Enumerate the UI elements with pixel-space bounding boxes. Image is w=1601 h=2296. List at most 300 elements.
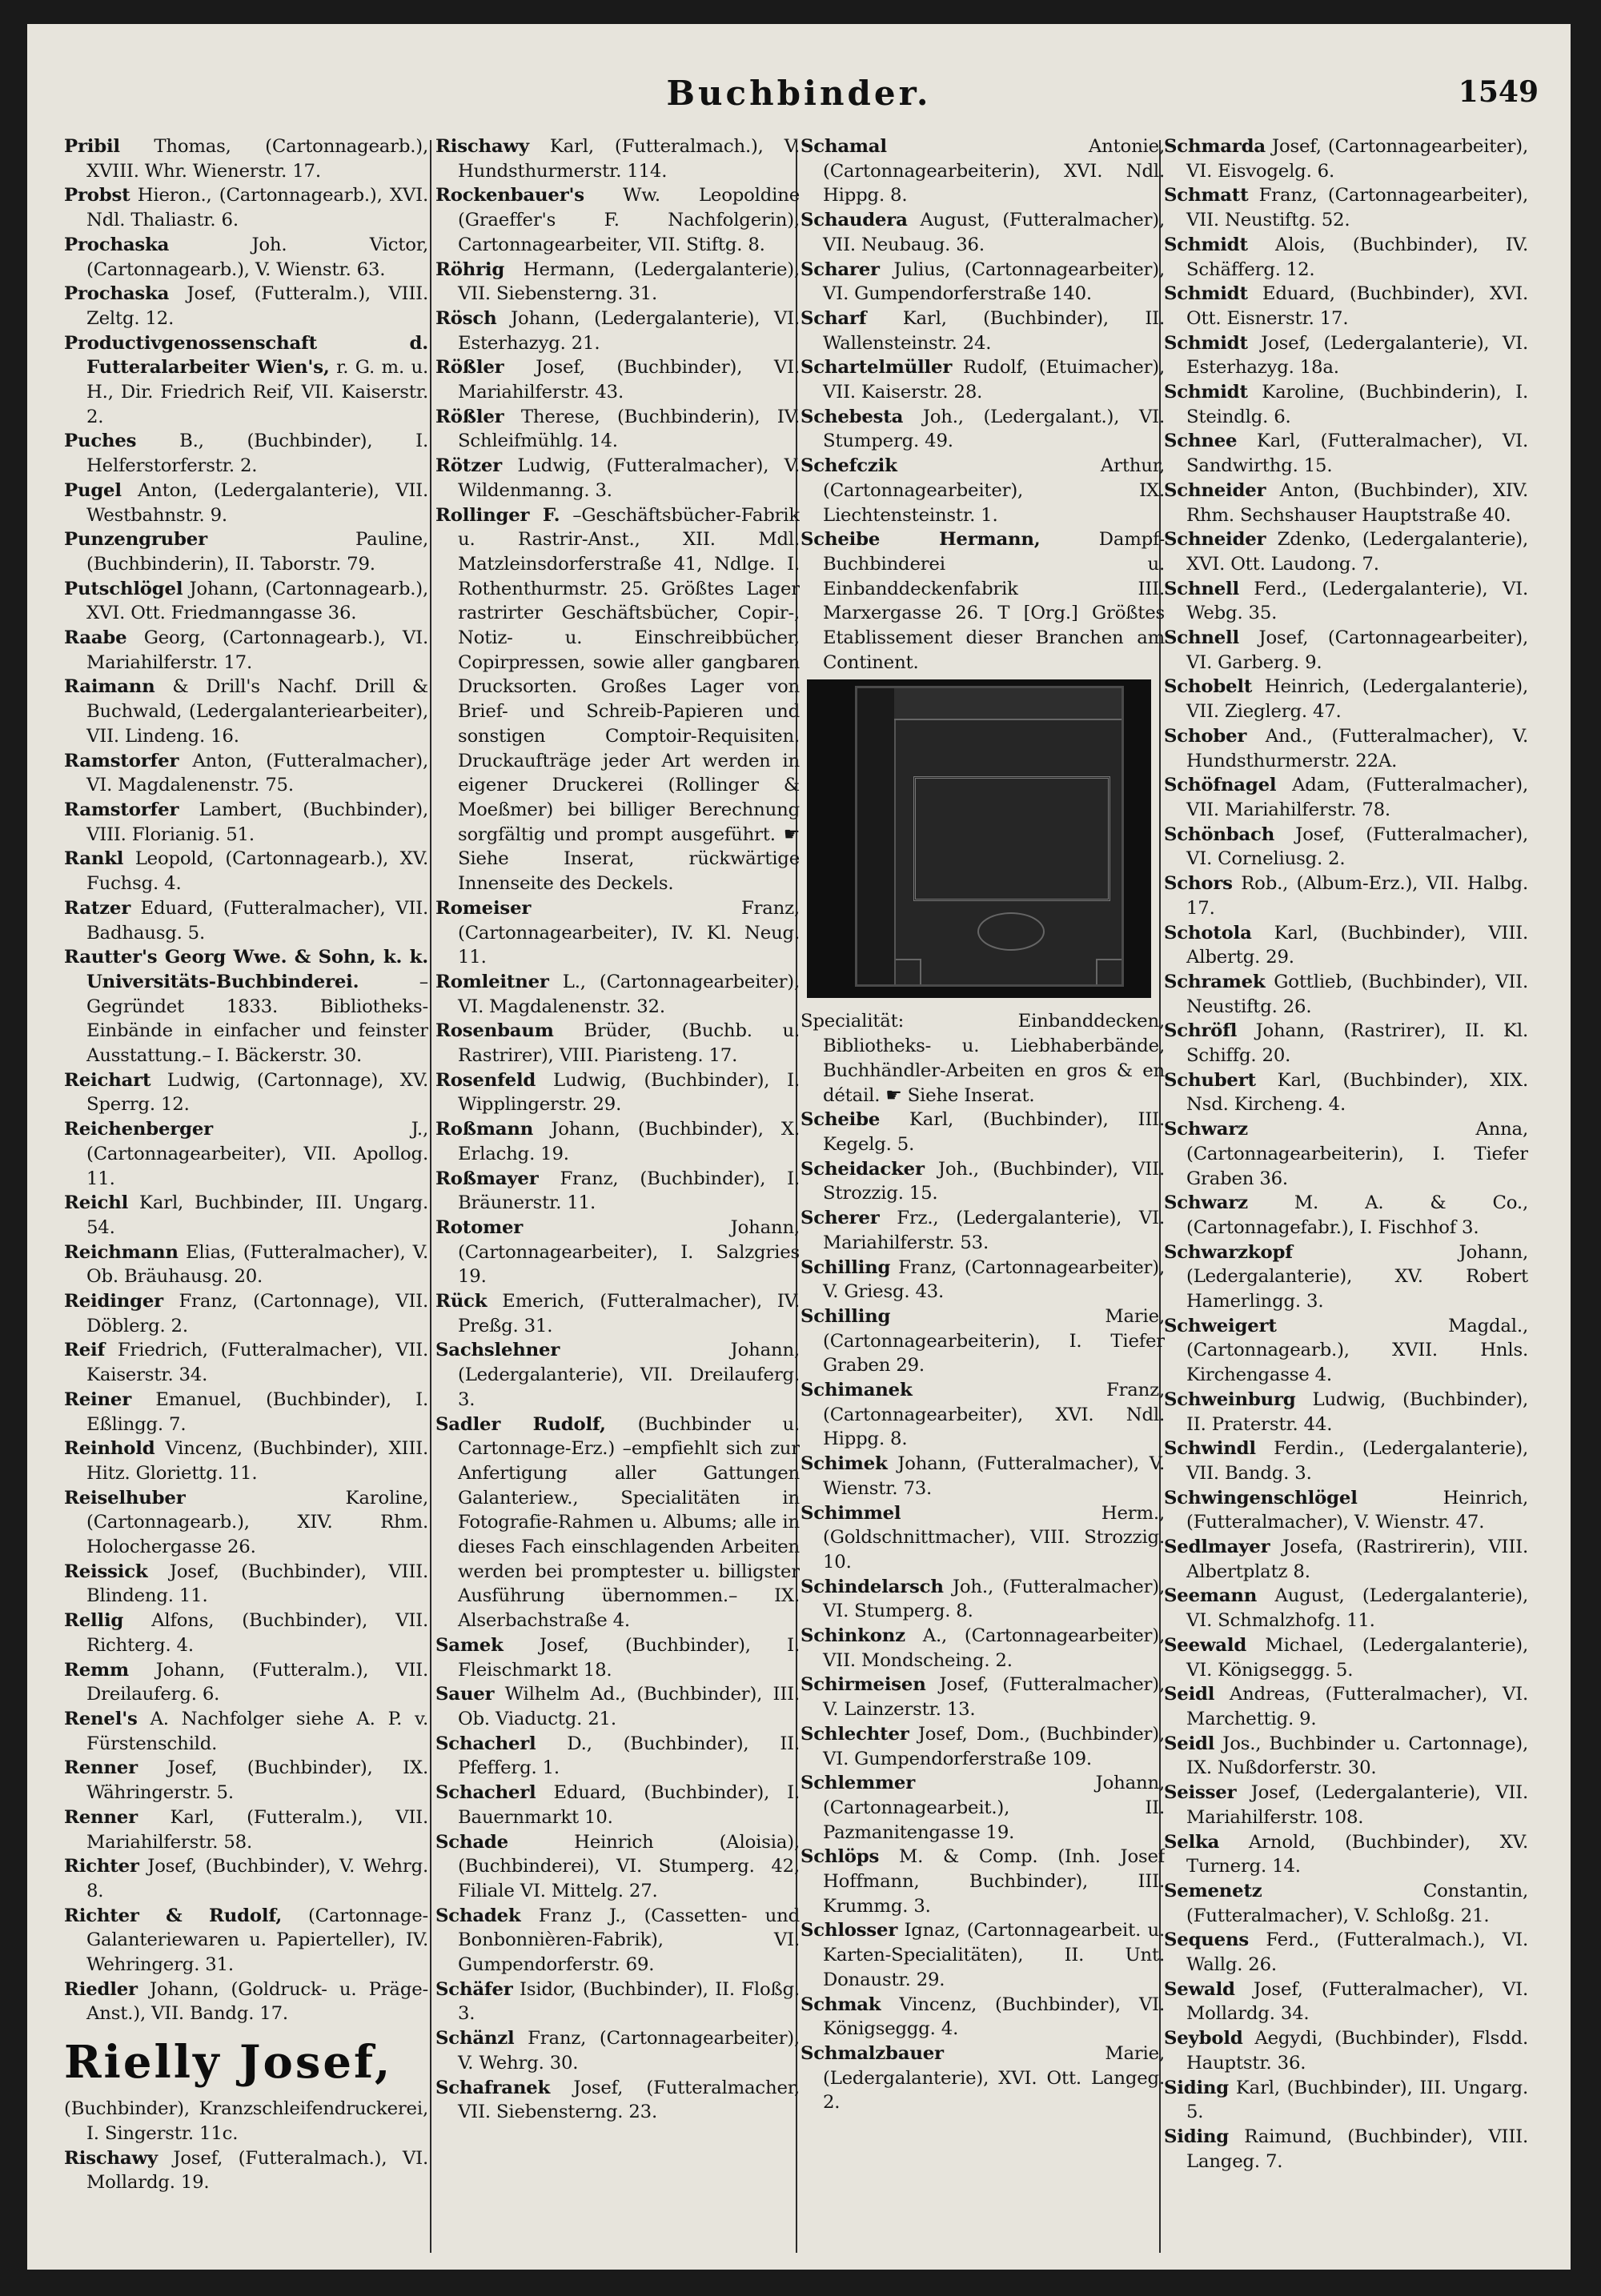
entry-details: Specialität: Einbanddecken, Bibliotheks- u. Liebhaberbände, Buchhändler-Arbeiten en gros & en détail. ☛ Siehe Inserat.	[800, 1011, 1165, 1106]
directory-entry	[435, 896, 800, 970]
entry-details: Ww. Leopoldine (Graeffer's F. Nachfolgerin), Cartonnagearbeiter, VII. Stiftg. 8.	[458, 185, 800, 255]
entry-name: Rotomer	[435, 1216, 524, 1238]
entry-name: Rollinger F.	[435, 504, 560, 526]
entry-details: (Buchbinder u. Cartonnage-Erz.) –empfiehlt sich zur Anfertigung aller Gattungen Galanteriew., Specialitäten in Fotografie-Rahmen u. Albums; alle in dieses Fach einschlagenden Arbeiten werden bei promptester u. billigster Ausführung übernommen.– IX. Alserbachstraße 4.	[458, 1413, 800, 1632]
entry-name: Schilling	[800, 1305, 891, 1327]
directory-entry	[800, 355, 1165, 404]
entry-details: Franz, (Buchbinder), I. Bräunerstr. 11.	[458, 1168, 800, 1214]
entry-details: (Cartonnage-Galanteriewaren u. Papierteller), IV. Wehringerg. 31.	[86, 1905, 428, 1976]
directory-entry	[1164, 1928, 1528, 1977]
directory-entry	[1164, 380, 1528, 429]
entry-details: Franz, (Cartonnage), VII. Döblerg. 2.	[86, 1291, 428, 1336]
entry-details: Franz, (Cartonnagearbeiter), V. Wehrg. 30.	[458, 2028, 800, 2074]
entry-name: Schors	[1164, 873, 1233, 895]
entry-details: Antonie, (Cartonnagearbeiterin), XVI. Ndl. Hippg. 8.	[823, 136, 1165, 206]
entry-details: Johann, (Buchbinder), X. Erlachg. 19.	[458, 1119, 800, 1164]
entry-details: Hermann, (Ledergalanterie), VII. Siebensterng. 31.	[458, 258, 800, 305]
entry-details: r. G. m. u. H., Dir. Friedrich Reif, VII. Kaiserstr. 2.	[86, 357, 428, 427]
entry-name: Prochaska	[64, 283, 170, 305]
directory-entry	[800, 1624, 1165, 1673]
directory-entry	[64, 896, 428, 945]
directory-entry	[64, 1338, 428, 1387]
entry-name: Pugel	[64, 479, 122, 501]
directory-entry	[800, 1918, 1165, 1992]
entry-details: Johann, (Ledergalanterie), VII. Dreilauferg. 3.	[458, 1340, 800, 1410]
entry-name: Renel's	[64, 1709, 138, 1729]
entry-details: Ferd., (Ledergalanterie), VI. Webg. 35.	[1186, 578, 1528, 624]
entry-details: Therese, (Buchbinderin), IV. Schleifmühlg. 14.	[458, 406, 800, 452]
directory-entry	[64, 577, 428, 626]
directory-entry	[435, 1830, 800, 1904]
entry-details: Karl, (Futteralmacher), VI. Sandwirthg. 15.	[1186, 431, 1528, 477]
directory-entry	[435, 1019, 800, 1068]
directory-entry	[64, 1904, 428, 1977]
entry-details: Vincenz, (Buchbinder), XIII. Hitz. Gloriettg. 11.	[86, 1438, 428, 1484]
entry-name: Schlemmer	[800, 1773, 916, 1794]
directory-entry	[1164, 1682, 1528, 1731]
entry-details: Josef, (Futteralmach.), VI. Mollardg. 19.	[86, 2147, 428, 2194]
entry-name: Probst	[64, 185, 130, 206]
entry-name: Siding	[1164, 2077, 1230, 2098]
entry-name: Seybold	[1164, 2028, 1243, 2050]
entry-details: Emanuel, (Buchbinder), I. Eßlingg. 7.	[86, 1388, 428, 1435]
directory-entry	[1164, 1977, 1528, 2026]
entry-name: Schänzl	[435, 2028, 515, 2050]
directory-entry	[64, 134, 428, 183]
directory-entry	[800, 307, 1165, 355]
entry-details: Marie, (Ledergalanterie), XVI. Ott. Langeg. 2.	[823, 2043, 1165, 2114]
directory-entry	[1164, 1191, 1528, 1240]
entry-name: Samek	[435, 1634, 504, 1656]
directory-entry	[1164, 1633, 1528, 1682]
entry-details: –Gegründet 1833. Bibliotheks-Einbände in einfacher und feinster Ausstattung.– I. Bäckerstr. 30.	[86, 971, 428, 1067]
page-header	[27, 74, 1571, 130]
entry-details: Elias, (Futteralmacher), V. Ob. Bräuhausg. 20.	[86, 1241, 428, 1288]
directory-entry	[1164, 1584, 1528, 1633]
entry-details: Michael, (Ledergalanterie), VI. Königseggg. 5.	[1186, 1634, 1528, 1681]
entry-name: Schirmeisen	[800, 1674, 926, 1696]
entry-details: Josef, (Futteralmacher), VI. Corneliusg. 2.	[1186, 823, 1528, 870]
entry-name: Prochaska	[64, 234, 170, 255]
entry-name: Reichart	[64, 1069, 151, 1091]
entry-name: Schweinburg	[1164, 1388, 1296, 1410]
entry-name: Roßmann	[435, 1119, 534, 1140]
entry-details: Arnold, (Buchbinder), XV. Turnerg. 14.	[1186, 1831, 1528, 1877]
entry-details: Joh., (Buchbinder), VII. Strozzig. 15.	[823, 1158, 1165, 1204]
directory-entry	[1164, 331, 1528, 380]
directory-entry	[800, 1009, 1165, 1108]
directory-entry	[64, 2146, 428, 2195]
entry-details: Dampf-Buchbinderei u. Einbanddeckenfabrik III. Marxergasse 26. T [Org.] Größtes Etablissement dieser Branchen am Continent.	[823, 529, 1165, 673]
directory-entry	[1164, 2076, 1528, 2125]
entry-details: Magdal., (Cartonnagearb.), XVII. Hnls. Kirchengasse 4.	[1186, 1315, 1528, 1386]
entry-name: Schwarz	[1164, 1119, 1248, 1140]
entry-details: Herm., (Goldschnittmacher), VIII. Strozzig. 10.	[823, 1502, 1165, 1573]
entry-name: Schmatt	[1164, 185, 1249, 206]
entry-name: Punzengruber	[64, 529, 207, 551]
entry-details: Anna, (Cartonnagearbeiterin), I. Tiefer Graben 36.	[1186, 1119, 1528, 1189]
directory-entry	[64, 1560, 428, 1609]
entry-details: Franz, (Cartonnagearbeiter), VII. Neustiftg. 52.	[1186, 185, 1528, 231]
entry-details: Franz, (Cartonnagearbeiter), IV. Kl. Neug. 11.	[458, 897, 800, 968]
entry-details: Vincenz, (Buchbinder), VI. Königseggg. 4.	[823, 1993, 1165, 2040]
entry-name: Seewald	[1164, 1634, 1247, 1656]
directory-entry	[1164, 1486, 1528, 1535]
entry-name: Schnell	[1164, 578, 1239, 599]
entry-details: Anton, (Buchbinder), XIV. Rhm. Sechshauser Hauptstraße 40.	[1186, 479, 1528, 526]
entry-details: Ludwig, (Cartonnage), XV. Sperrg. 12.	[86, 1069, 428, 1116]
entry-details: Heinrich (Aloisia), (Buchbinderei), VI. Stumperg. 42, Filiale VI. Mittelg. 27.	[458, 1831, 800, 1901]
entry-details: Ludwig, (Buchbinder), II. Praterstr. 44.	[1186, 1388, 1528, 1435]
directory-entry	[1164, 2026, 1528, 2075]
entry-details: Karl, (Buchbinder), II. Wallensteinstr. 24.	[823, 307, 1165, 354]
entry-name: Schartelmüller	[800, 357, 953, 379]
entry-name: Sauer	[435, 1684, 495, 1705]
directory-entry	[800, 1993, 1165, 2042]
directory-entry	[1164, 773, 1528, 822]
entry-details: Eduard, (Futteralmacher), VII. Badhausg. 5.	[86, 897, 428, 944]
book-top-edge	[894, 688, 1122, 720]
entry-name: Sedlmayer	[1164, 1537, 1270, 1558]
entry-name: Reiner	[64, 1388, 131, 1410]
entry-name: Schlechter	[800, 1723, 909, 1745]
entry-name: Reif	[64, 1340, 106, 1361]
directory-entry	[435, 1633, 800, 1682]
entry-name: Renner	[64, 1757, 138, 1779]
entry-name: Schmidt	[1164, 234, 1248, 255]
entry-name: Scharf	[800, 307, 867, 329]
entry-details: Ludwig, (Buchbinder), I. Wipplingerstr. 29.	[458, 1069, 800, 1116]
entry-details: (Buchbinder), Kranzschleifendruckerei, I. Singerstr. 11c.	[64, 2098, 428, 2144]
entry-details: Joh. Victor, (Cartonnagearb.), V. Wienstr. 63.	[86, 234, 428, 280]
entry-details: Rob., (Album-Erz.), VII. Halbg. 17.	[1186, 873, 1528, 919]
entry-name: Scharer	[800, 258, 880, 280]
entry-details: Johann, (Cartonnagearbeiter), I. Salzgries 19.	[458, 1216, 800, 1288]
entry-details: Eduard, (Buchbinder), XVI. Ott. Eisnerstr. 17.	[1186, 283, 1528, 329]
directory-entry	[64, 798, 428, 847]
entry-details: Emerich, (Futteralmacher), IV. Preßg. 31.	[458, 1291, 800, 1336]
entry-details: Anton, (Futteralmacher), VI. Magdalenenstr. 75.	[86, 750, 428, 796]
directory-entry	[435, 1289, 800, 1338]
directory-entry	[1164, 2125, 1528, 2174]
entry-details: Johann, (Ledergalanterie), XV. Robert Hamerlingg. 3.	[1186, 1241, 1528, 1312]
entry-details: Julius, (Cartonnagearbeiter), VI. Gumpendorferstraße 140.	[823, 258, 1165, 305]
entry-details: Constantin, (Futteralmacher), V. Schloßg. 21.	[1186, 1880, 1528, 1926]
entry-details: & Drill's Nachf. Drill & Buchwald, (Ledergalanteriearbeiter), VII. Lindeng. 16.	[86, 676, 428, 747]
entry-details: Frz., (Ledergalanterie), VI. Mariahilferstr. 53.	[823, 1208, 1165, 1253]
entry-name: Rautter's Georg Wwe. & Sohn, k. k. Universitäts-Buchbinderei.	[64, 947, 428, 992]
entry-name: Puches	[64, 431, 137, 452]
entry-details: Josef, (Futteralmacher), V. Lainzerstr. 13.	[823, 1674, 1165, 1721]
entry-name: Romeiser	[435, 897, 532, 919]
book-corner-ornament	[1096, 959, 1122, 984]
entry-name: Schweigert	[1164, 1315, 1277, 1336]
entry-details: Georg, (Cartonnagearb.), VI. Mariahilferstr. 17.	[86, 627, 428, 673]
directory-entry	[800, 208, 1165, 257]
directory-entry	[800, 1771, 1165, 1845]
entry-details: D., (Buchbinder), II. Pfefferg. 1.	[458, 1733, 800, 1779]
entry-details: Alois, (Buchbinder), IV. Schäfferg. 12.	[1186, 234, 1528, 280]
directory-entry	[435, 503, 800, 896]
entry-name: Renner	[64, 1806, 138, 1828]
entry-details: Johann, (Futteralm.), VII. Dreilauferg. 6.	[86, 1659, 428, 1705]
directory-entry	[64, 1609, 428, 1657]
entry-details: Josef, (Ledergalanterie), VI. Esterhazyg. 18a.	[1186, 332, 1528, 379]
directory-entry	[64, 479, 428, 527]
entry-name: Schmidt	[1164, 332, 1248, 354]
entry-name: Schimek	[800, 1453, 888, 1475]
directory-entry	[435, 2026, 800, 2075]
directory-entry	[1164, 1879, 1528, 1928]
directory-entry	[64, 429, 428, 478]
directory-entry	[435, 1338, 800, 1412]
directory-entry	[64, 1191, 428, 1240]
entry-details: J., (Cartonnagearbeiter), VII. Apollog. 11.	[86, 1119, 428, 1189]
entry-name: Schindelarsch	[800, 1576, 944, 1597]
entry-name: Richter	[64, 1856, 139, 1877]
entry-name: Schwarzkopf	[1164, 1241, 1293, 1263]
entry-details: Lambert, (Buchbinder), VIII. Florianig. 51.	[86, 799, 428, 845]
entry-name: Rankl	[64, 848, 124, 870]
entry-details: Ferdin., (Ledergalanterie), VII. Bandg. 3.	[1186, 1438, 1528, 1484]
entry-name: Schubert	[1164, 1069, 1256, 1091]
directory-entry	[1164, 1068, 1528, 1117]
entry-name: Siding	[1164, 2126, 1230, 2147]
directory-entry	[435, 183, 800, 257]
directory-entry	[800, 134, 1165, 208]
entry-details: Joh., (Futteralmacher), VI. Stumperg. 8.	[823, 1576, 1165, 1622]
book-cover-label	[913, 776, 1110, 901]
directory-entry	[800, 1108, 1165, 1156]
directory-entry	[1164, 675, 1528, 723]
directory-entry	[1164, 1388, 1528, 1437]
directory-entry	[435, 1412, 800, 1633]
entry-name: Schlöps	[800, 1846, 880, 1868]
entry-details: Johann, (Cartonnagearb.), XVI. Ott. Friedmanngasse 36.	[86, 578, 428, 624]
directory-entry	[64, 1805, 428, 1854]
directory-entry	[435, 405, 800, 454]
entry-name: Rösch	[435, 307, 497, 329]
entry-details: L., (Cartonnagearbeiter), VI. Magdalenenstr. 32.	[458, 971, 800, 1017]
directory-entry	[64, 847, 428, 896]
directory-entry	[800, 1673, 1165, 1721]
book-advertisement-image	[807, 679, 1151, 998]
entry-name: Schinkonz	[800, 1625, 905, 1647]
directory-entry	[64, 1854, 428, 1903]
entry-name: Schnee	[1164, 431, 1238, 452]
entry-name: Romleitner	[435, 971, 549, 992]
directory-entry	[800, 1501, 1165, 1575]
directory-entry	[64, 2097, 428, 2146]
directory-entry	[1164, 1314, 1528, 1388]
directory-entry	[1164, 1117, 1528, 1191]
directory-entry	[1164, 626, 1528, 675]
directory-entry	[800, 1256, 1165, 1304]
directory-entry	[800, 1722, 1165, 1771]
entry-name: Riedler	[64, 1978, 138, 2000]
entry-details: Ludwig, (Futteralmacher), V. Wildenmanng. 3.	[458, 455, 800, 501]
entry-details: Raimund, (Buchbinder), VIII. Langeg. 7.	[1186, 2126, 1528, 2172]
entry-details: And., (Futteralmacher), V. Hundsthurmerstr. 22A.	[1186, 725, 1528, 771]
entry-details: Karl, (Futteralmach.), V. Hundsthurmerstr. 114.	[458, 136, 800, 182]
entry-name: Sequens	[1164, 1929, 1249, 1951]
directory-entry	[64, 1289, 428, 1338]
entry-name: Schramek	[1164, 971, 1266, 992]
entry-name: Seidl	[1164, 1684, 1215, 1705]
entry-name: Schneider	[1164, 479, 1266, 501]
entry-name: Rosenbaum	[435, 1020, 554, 1042]
entry-name: Rück	[435, 1291, 488, 1312]
entry-details: Franz J., (Cassetten- und Bonbonnièren-Fabrik), VI. Gumpendorferstr. 69.	[458, 1905, 800, 1976]
entry-name: Reichl	[64, 1192, 129, 1214]
directory-entry	[64, 1240, 428, 1289]
column-2	[435, 134, 800, 2255]
entry-details: A. Nachfolger siehe A. P. v. Fürstenschild.	[86, 1709, 428, 1754]
entry-name: Rischawy	[435, 136, 529, 157]
entry-name: Schaudera	[800, 210, 908, 231]
directory-entry	[435, 1117, 800, 1166]
entry-details: Jos., Buchbinder u. Cartonnage), IX. Nußdorferstr. 30.	[1186, 1733, 1528, 1779]
entry-details: Karl, Buchbinder, III. Ungarg. 54.	[86, 1192, 428, 1238]
directory-entry	[435, 134, 800, 183]
entry-name: Rößler	[435, 406, 504, 427]
entry-name: Scheibe Hermann,	[800, 529, 1041, 551]
entry-name: Rosenfeld	[435, 1069, 536, 1091]
directory-entry	[435, 454, 800, 503]
entry-name: Schmidt	[1164, 382, 1248, 403]
entry-name: Scheidacker	[800, 1158, 925, 1180]
entry-details: Karl, (Futteralm.), VII. Mariahilferstr. 58.	[86, 1806, 428, 1853]
entry-details: Marie, (Cartonnagearbeiterin), I. Tiefer Graben 29.	[823, 1305, 1165, 1376]
directory-entry	[1164, 282, 1528, 331]
directory-entry	[435, 258, 800, 307]
entry-details: Josef, (Buchbinder), VIII. Blindeng. 11.	[86, 1561, 428, 1607]
entry-details: Zdenko, (Ledergalanterie), XVI. Ott. Laudong. 7.	[1186, 529, 1528, 575]
directory-entry	[1164, 970, 1528, 1019]
directory-entry	[64, 1486, 428, 1560]
entry-name: Schotola	[1164, 922, 1252, 944]
entry-name: Schneider	[1164, 529, 1266, 551]
entry-details: –Geschäftsbücher-Fabrik u. Rastrir-Anst., XII. Mdl. Matzleinsdorferstraße 41, Ndlge. I. Rothenthurmstr. 25. Größtes Lager rastrirter Geschäftsbücher, Copir-, Notiz- u. Einschreibbücher, Copirpressen, sowie aller gangbaren Drucksorten. Großes Lager von Brief- und Schreib-Papieren und sonstigen Comptoir-Requisiten. Druckaufträge jeder Art werden in eigener Druckerei (Rollinger & Moeßmer) bei billiger Berechnung sorgfältig und prompt ausgeführt. ☛ Siehe Inserat, rückwärtige Innenseite des Deckels.	[458, 504, 800, 895]
directory-entry	[800, 454, 1165, 527]
entry-name: Sadler Rudolf,	[435, 1413, 606, 1435]
directory-entry	[1164, 134, 1528, 183]
directory-entry	[1164, 1830, 1528, 1879]
entry-name: Raimann	[64, 676, 155, 698]
entry-name: Richter & Rudolf,	[64, 1905, 283, 1926]
entry-name: Seidl	[1164, 1733, 1215, 1754]
directory-entry	[1164, 183, 1528, 232]
entry-details: Franz, (Cartonnagearbeiter), V. Griesg. 43.	[823, 1256, 1165, 1303]
entry-details: Thomas, (Cartonnagearb.), XVIII. Whr. Wienerstr. 17.	[86, 136, 428, 182]
entry-details: Friedrich, (Futteralmacher), VII. Kaiserstr. 34.	[86, 1340, 428, 1386]
directory-entry	[64, 749, 428, 798]
entry-details: Karoline, (Cartonnagearb.), XIV. Rhm. Holochergasse 26.	[86, 1487, 428, 1558]
directory-entry	[800, 258, 1165, 307]
entry-name: Ratzer	[64, 897, 131, 919]
entry-name: Schwingenschlögel	[1164, 1487, 1358, 1509]
directory-entry	[1164, 577, 1528, 626]
entry-details: Anton, (Ledergalanterie), VII. Westbahnstr. 9.	[86, 479, 428, 526]
entry-details: Pauline, (Buchbinderin), II. Taborstr. 79.	[86, 529, 428, 575]
directory-entry	[64, 1068, 428, 1117]
entry-name: Schamal	[800, 136, 887, 157]
entry-details: Gottlieb, (Buchbinder), VII. Neustiftg. 26.	[1186, 971, 1528, 1017]
entry-name: Schimmel	[800, 1502, 901, 1524]
entry-name: Ramstorfer	[64, 799, 179, 820]
directory-entry	[435, 355, 800, 404]
directory-entry	[1164, 1732, 1528, 1781]
directory-entry	[64, 1977, 428, 2026]
entry-name: Schacherl	[435, 1733, 536, 1754]
entry-name: Remm	[64, 1659, 129, 1681]
directory-entry	[435, 1732, 800, 1781]
entry-name: Schebesta	[800, 406, 904, 427]
entry-details: Johann, (Ledergalanterie), VI. Esterhazyg. 21.	[458, 307, 800, 354]
directory-entry	[800, 1452, 1165, 1501]
entry-name: Schmarda	[1164, 136, 1266, 157]
entry-name: Roßmayer	[435, 1168, 539, 1189]
entry-name: Selka	[1164, 1831, 1220, 1853]
entry-details: August, (Ledergalanterie), VI. Schmalzhofg. 11.	[1186, 1585, 1528, 1632]
entry-name: Schlosser	[800, 1920, 898, 1941]
directory-entry	[64, 675, 428, 748]
entry-name: Reissick	[64, 1561, 148, 1582]
directory-entry	[435, 1068, 800, 1117]
book-illustration	[855, 686, 1124, 987]
directory-entry	[1164, 1781, 1528, 1829]
entry-name: Schwindl	[1164, 1438, 1256, 1460]
entry-details: Aegydi, (Buchbinder), Flsdd. Hauptstr. 36.	[1186, 2028, 1528, 2074]
entry-details: M. A. & Co., (Cartonnagefabr.), I. Fischhof 3.	[1186, 1192, 1528, 1238]
entry-details: Josef, (Ledergalanterie), VII. Mariahilferstr. 108.	[1186, 1782, 1528, 1828]
entry-name: Schmidt	[1164, 283, 1248, 305]
entry-details: Johann, (Rastrirer), II. Kl. Schiffg. 20.	[1186, 1020, 1528, 1067]
page-number: 1549	[1458, 75, 1539, 109]
directory-entry	[64, 233, 428, 282]
entry-name: Seemann	[1164, 1585, 1258, 1607]
directory-entry	[435, 1781, 800, 1829]
entry-details: Franz, (Cartonnagearbeiter), XVI. Ndl. Hippg. 8.	[823, 1380, 1165, 1450]
directory-entry	[1164, 1535, 1528, 1584]
directory-entry	[64, 1707, 428, 1756]
entry-name: Schilling	[800, 1256, 891, 1278]
entry-details: Arthur, (Cartonnagearbeiter), IX. Liechtensteinstr. 1.	[823, 455, 1165, 526]
entry-details: Joh., (Ledergalant.), VI. Stumperg. 49.	[823, 406, 1165, 452]
entry-name: Schröfl	[1164, 1020, 1238, 1042]
entry-name: Seisser	[1164, 1782, 1237, 1804]
entry-details: B., (Buchbinder), I. Helferstorferstr. 2.	[86, 431, 428, 477]
directory-entry	[435, 1904, 800, 1977]
entry-name: Schönbach	[1164, 823, 1275, 845]
directory-entry	[1164, 1240, 1528, 1314]
directory-entry	[435, 1977, 800, 2026]
directory-entry	[435, 1216, 800, 1289]
entry-details: Karl, (Buchbinder), III. Ungarg. 5.	[1186, 2077, 1528, 2123]
entry-name: Scherer	[800, 1208, 880, 1229]
entry-name: Reidinger	[64, 1291, 163, 1312]
entry-details: Josef, (Futteralm.), VIII. Zeltg. 12.	[86, 283, 428, 329]
entry-details: August, (Futteralmacher), VII. Neubaug. 36.	[823, 210, 1165, 255]
directory-entry	[1164, 479, 1528, 527]
entry-details: M. & Comp. (Inh. Josef Hoffmann, Buchbinder), III. Krummg. 3.	[823, 1846, 1165, 1917]
entry-name: Sewald	[1164, 1978, 1235, 2000]
column-1	[64, 134, 428, 2255]
entry-name: Schöfnagel	[1164, 775, 1277, 796]
entry-name: Schober	[1164, 725, 1247, 747]
column-4	[1164, 134, 1528, 2255]
entry-details: Ferd., (Futteralmach.), VI. Wallg. 26.	[1186, 1929, 1528, 1976]
